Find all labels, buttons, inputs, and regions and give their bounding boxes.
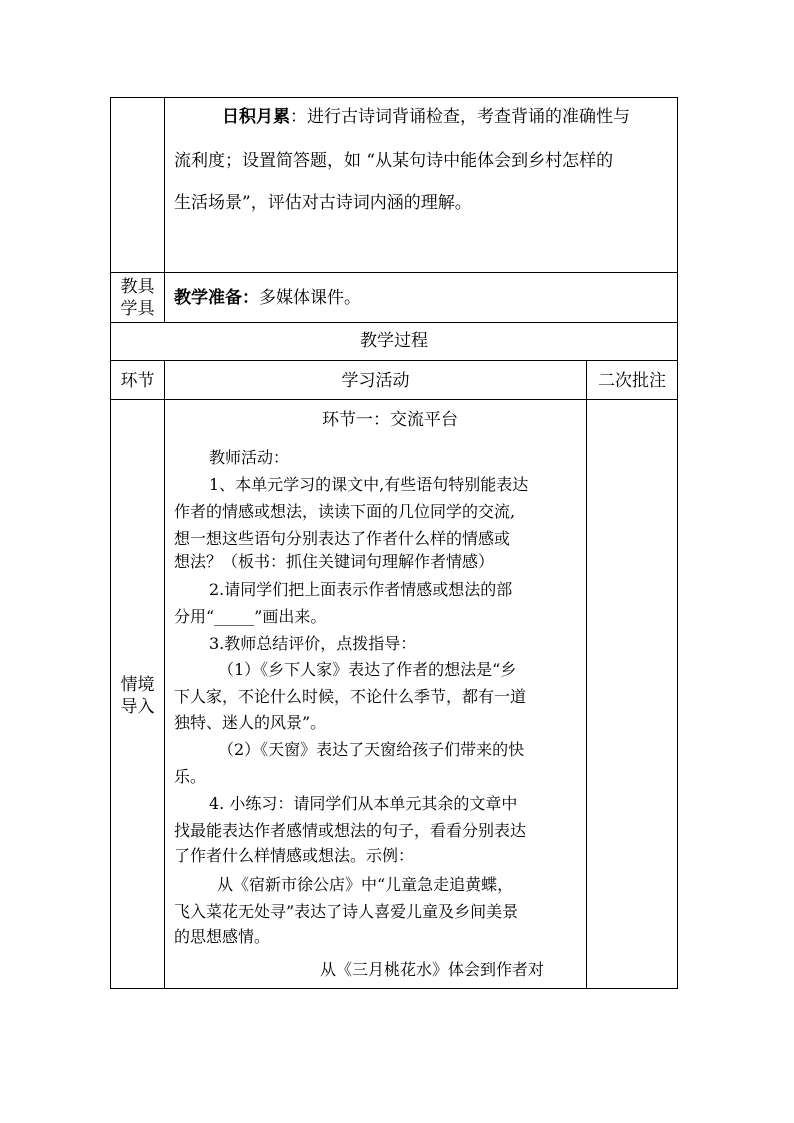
activity-line: 从《宿新市徐公店》中“儿童急走追黄蝶， bbox=[217, 875, 514, 894]
activity-line: 从《三月桃花水》体会到作者对 bbox=[320, 960, 545, 979]
table-column-divider bbox=[586, 360, 587, 989]
table-column-divider bbox=[164, 97, 165, 323]
activity-line: 了作者什么样情感或想法。示例： bbox=[174, 846, 415, 865]
materials-label: 教具 bbox=[120, 277, 155, 297]
activity-line: 飞入菜花无处寻”表达了诗人喜爱儿童及乡间美景 bbox=[174, 902, 519, 921]
activity-line: 环节一：交流平台 bbox=[322, 410, 458, 430]
activity-line: （2）《天窗》表达了天窗给孩子们带来的快 bbox=[218, 740, 525, 759]
activity-line: 下人家，不论什么时候，不论什么季节，都有一道 bbox=[174, 687, 527, 706]
activity-line: 4. 小练习：请同学们从本单元其余的文章中 bbox=[209, 794, 518, 813]
evaluation-line: 流利度；设置简答题，如 “从某句诗中能体会到乡村怎样的 bbox=[174, 151, 614, 171]
activity-line: 作者的情感或想法，读读下面的几位同学的交流, bbox=[174, 502, 516, 521]
activity-line: 想法？（板书：抓住关键词句理解作者情感） bbox=[174, 552, 495, 571]
table-border-left bbox=[110, 97, 111, 989]
materials-text: 教学准备：多媒体课件。 bbox=[174, 288, 361, 308]
activity-line: 找最能表达作者感情或想法的句子，看看分别表达 bbox=[174, 821, 527, 840]
table-row-divider bbox=[110, 360, 678, 361]
activity-line: 3.教师总结评价，点拨指导： bbox=[209, 634, 417, 653]
header-activity: 学习活动 bbox=[341, 371, 410, 391]
table-row-divider bbox=[110, 272, 678, 273]
table-border-right bbox=[677, 97, 678, 989]
activity-line: 分用“_____”画出来。 bbox=[174, 607, 327, 626]
section-label: 情境 bbox=[120, 675, 155, 695]
section-label: 导入 bbox=[120, 697, 155, 717]
table-row-divider bbox=[110, 322, 678, 323]
header-stage: 环节 bbox=[120, 371, 155, 391]
activity-line: 2.请同学们把上面表示作者情感或想法的部 bbox=[209, 580, 513, 599]
activity-line: 想一想这些语句分别表达了作者什么样的情感或 bbox=[174, 529, 511, 548]
table-border-top bbox=[110, 97, 678, 98]
table-column-divider bbox=[164, 360, 165, 989]
activity-line: （1）《乡下人家》表达了作者的想法是“乡 bbox=[218, 660, 517, 679]
header-annotation: 二次批注 bbox=[598, 371, 666, 391]
activity-line: 独特、迷人的风景”。 bbox=[174, 713, 327, 732]
table-row-divider bbox=[110, 399, 678, 400]
activity-line: 1、本单元学习的课文中,有些语句特别能表达 bbox=[209, 475, 529, 494]
activity-line: 的思想感情。 bbox=[174, 927, 271, 946]
evaluation-line: 生活场景”，评估对古诗词内涵的理解。 bbox=[174, 193, 472, 213]
process-title: 教学过程 bbox=[360, 331, 428, 351]
activity-line: 教师活动： bbox=[209, 448, 290, 467]
table-border-bottom bbox=[110, 988, 678, 989]
materials-label: 学具 bbox=[120, 299, 155, 319]
activity-line: 乐。 bbox=[174, 767, 207, 786]
evaluation-line: 日积月累：进行古诗词背诵检查，考查背诵的准确性与 bbox=[222, 107, 630, 127]
